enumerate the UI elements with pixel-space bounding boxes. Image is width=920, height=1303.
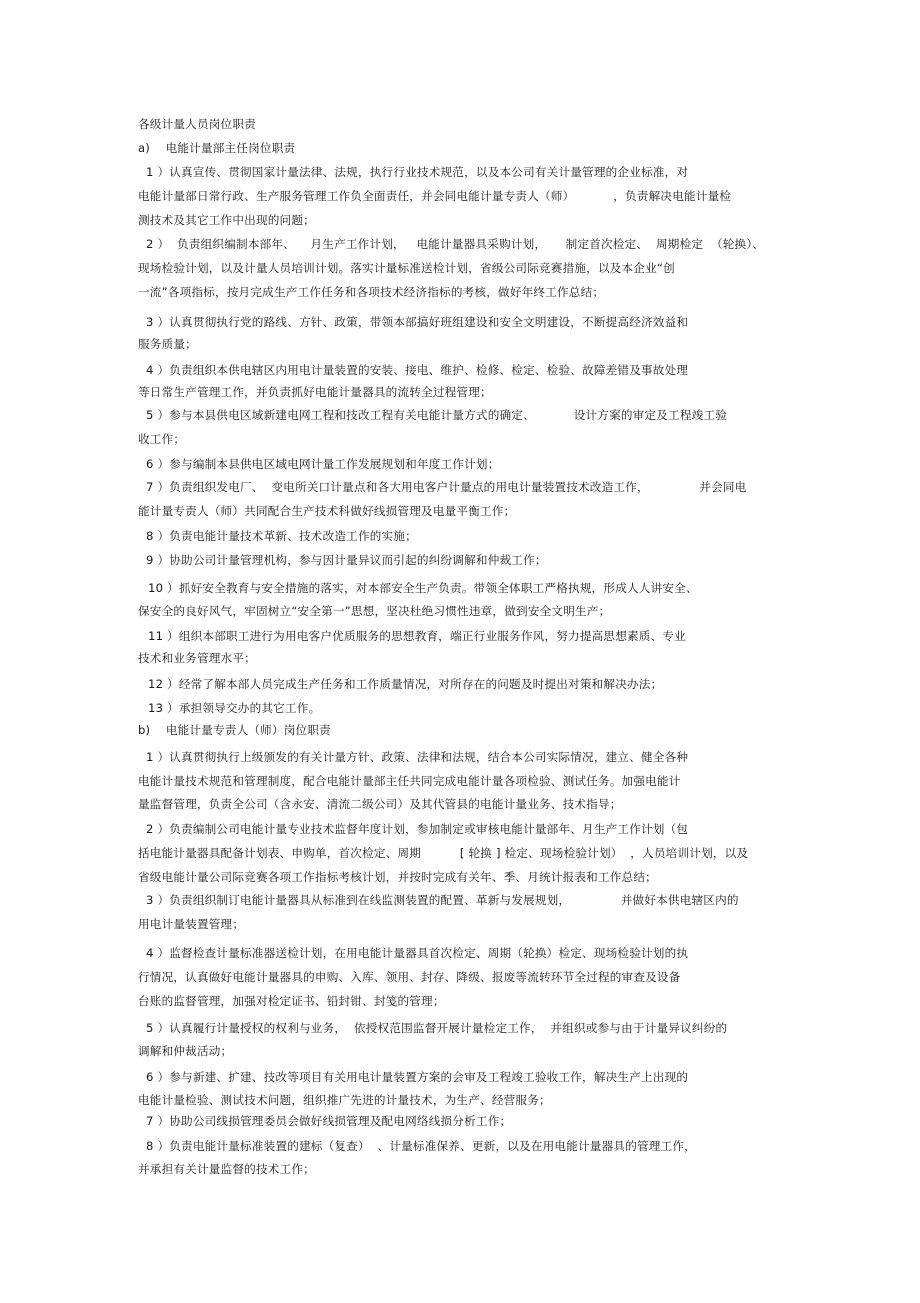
paragraph-line: 4 ）负责组织本供电辖区内用电计量装置的安装、接电、维护、检修、检定、检验、故障差错及事故处理 — [146, 363, 689, 377]
paragraph-line: 8 ）负责电能计量标准装置的建标（复查） 、计量标准保养、更新，以及在用电能计量器具的管理工作， — [146, 1139, 696, 1153]
paragraph-line: 并承担有关计量监督的技术工作； — [138, 1162, 315, 1176]
paragraph-line: 调解和仲裁活动； — [138, 1044, 233, 1058]
paragraph-line: 用电计量装置管理； — [138, 917, 245, 931]
paragraph-line: b) 电能计量专责人（师）岗位职责 — [138, 723, 331, 737]
paragraph-line: 1 ）认真贯彻执行上级颁发的有关计量方针、政策、法律和法规，结合本公司实际情况，建立、健全各种 — [146, 750, 689, 764]
paragraph-line: 电能计量技术规范和管理制度，配合电能计量部主任共同完成电能计量各项检验、测试任务。加强电能计 — [138, 774, 681, 788]
paragraph-line: 电能计量部日常行政、生产服务管理工作负全面责任，并会同电能计量专责人（师） ，负责解决电能计量检 — [138, 189, 732, 203]
paragraph-line: 行情况，认真做好电能计量器具的申购、入库、领用、封存、降级、报废等流转环节全过程的审查及设备 — [138, 970, 681, 984]
paragraph-line: 13 ）承担领导交办的其它工作。 — [148, 701, 321, 715]
paragraph-line: 11 ）组织本部职工进行为用电客户优质服务的思想教育，端正行业服务作风，努力提高思想素质、专业 — [148, 629, 686, 643]
paragraph-line: 4 ）监督检查计量标准器送检计划，在用电能计量器具首次检定、周期（轮换）检定、现场检验计划的执 — [146, 946, 689, 960]
paragraph-line: 台账的监督管理，加强对检定证书、铅封钳、封笺的管理； — [138, 994, 445, 1008]
paragraph-line: 收工作； — [138, 432, 186, 446]
paragraph-line: 12 ）经常了解本部人员完成生产任务和工作质量情况，对所存在的问题及时提出对策和解决办法； — [148, 677, 663, 691]
paragraph-line: 6 ）参与编制本县供电区域电网计量工作发展规划和年度工作计划； — [146, 457, 500, 471]
paragraph-line: 括电能计量器具配备计划表、申购单，首次检定、周期 [ 轮换 ] 检定、现场检验计划） ，人员培训计划，以及 — [138, 846, 749, 860]
paragraph-line: 电能计量检验、测试技术问题，组织推广先进的计量技术，为生产、经营服务； — [138, 1093, 551, 1107]
paragraph-line: 技术和业务管理水平； — [138, 651, 256, 665]
paragraph-line: 1 ）认真宣传、贯彻国家计量法律、法规，执行行业技术规范，以及本公司有关计量管理的企业标准，对 — [146, 165, 689, 179]
paragraph-line: 5 ）参与本县供电区域新建电网工程和技改工程有关电能计量方式的确定、 设计方案的审定及工程竣工验 — [146, 408, 728, 422]
paragraph-line: 7 ）负责组织发电厂、 变电所关口计量点和各大用电客户计量点的用电计量装置技术改造工作， 并会同电 — [146, 480, 747, 494]
paragraph-line: a) 电能计量部主任岗位职责 — [138, 141, 296, 155]
paragraph-line: 8 ）负责电能计量技术革新、技术改造工作的实施； — [146, 529, 417, 543]
paragraph-line: 现场检验计划，以及计量人员培训计划。落实计量标准送检计划，省级公司际竞赛措施，以及本企业“创 — [138, 261, 675, 275]
paragraph-line: 省级电能计量公司际竞赛各项工作指标考核计划，并按时完成有关年、季、月统计报表和工作总结； — [138, 870, 657, 884]
paragraph-line: 服务质量； — [138, 337, 197, 351]
paragraph-line: 测技术及其它工作中出现的问题； — [138, 213, 315, 227]
paragraph-line: 保安全的良好风气，牢固树立“安全第一”思想，坚决杜绝习惯性违章，做到安全文明生产； — [138, 604, 611, 618]
paragraph-line: 等日常生产管理工作，并负责抓好电能计量器具的流转全过程管理； — [138, 385, 492, 399]
paragraph-line: 10 ）抓好安全教育与安全措施的落实，对本部安全生产负责。带领全体职工严格执规，形成人人讲安全、 — [148, 581, 698, 595]
paragraph-line: 能计量专责人（师）共同配合生产技术科做好线损管理及电量平衡工作； — [138, 504, 516, 518]
paragraph-line: 9 ）协助公司计量管理机构，参与因计量异议而引起的纠纷调解和仲裁工作； — [146, 553, 547, 567]
paragraph-line: 2 ）负责编制公司电能计量专业技术监督年度计划，参加制定或审核电能计量部年、月生产工作计划（包 — [146, 822, 689, 836]
paragraph-line: 2 ） 负责组织编制本部年、 月生产工作计划， 电能计量器具采购计划， 制定首次检定、 周期检定 （轮换）、 — [146, 237, 765, 251]
paragraph-line: 7 ）协助公司线损管理委员会做好线损管理及配电网络线损分析工作； — [146, 1114, 512, 1128]
paragraph-line: 量监督管理，负责全公司（含永安、清流二级公司）及其代管县的电能计量业务、技术指导； — [138, 797, 622, 811]
paragraph-line: 3 ）认真贯彻执行党的路线、方针、政策，带领本部搞好班组建设和安全文明建设，不断提高经济效益和 — [146, 315, 689, 329]
paragraph-line: 一流”各项指标，按月完成生产工作任务和各项技术经济指标的考核，做好年终工作总结； — [138, 285, 605, 299]
paragraph-line: 5 ）认真履行计量授权的权利与业务， 依授权范围监督开展计量检定工作， 并组织或参与由于计量异议纠纷的 — [146, 1021, 728, 1035]
paragraph-line: 3 ）负责组织制订电能计量器具从标准到在线监测装置的配置、革新与发展规划， 并做好本供电辖区内的 — [146, 893, 739, 907]
document-title: 各级计量人员岗位职责 — [138, 117, 256, 131]
paragraph-line: 6 ）参与新建、扩建、技改等项目有关用电计量装置方案的会审及工程竣工验收工作，解决生产上出现的 — [146, 1070, 689, 1084]
